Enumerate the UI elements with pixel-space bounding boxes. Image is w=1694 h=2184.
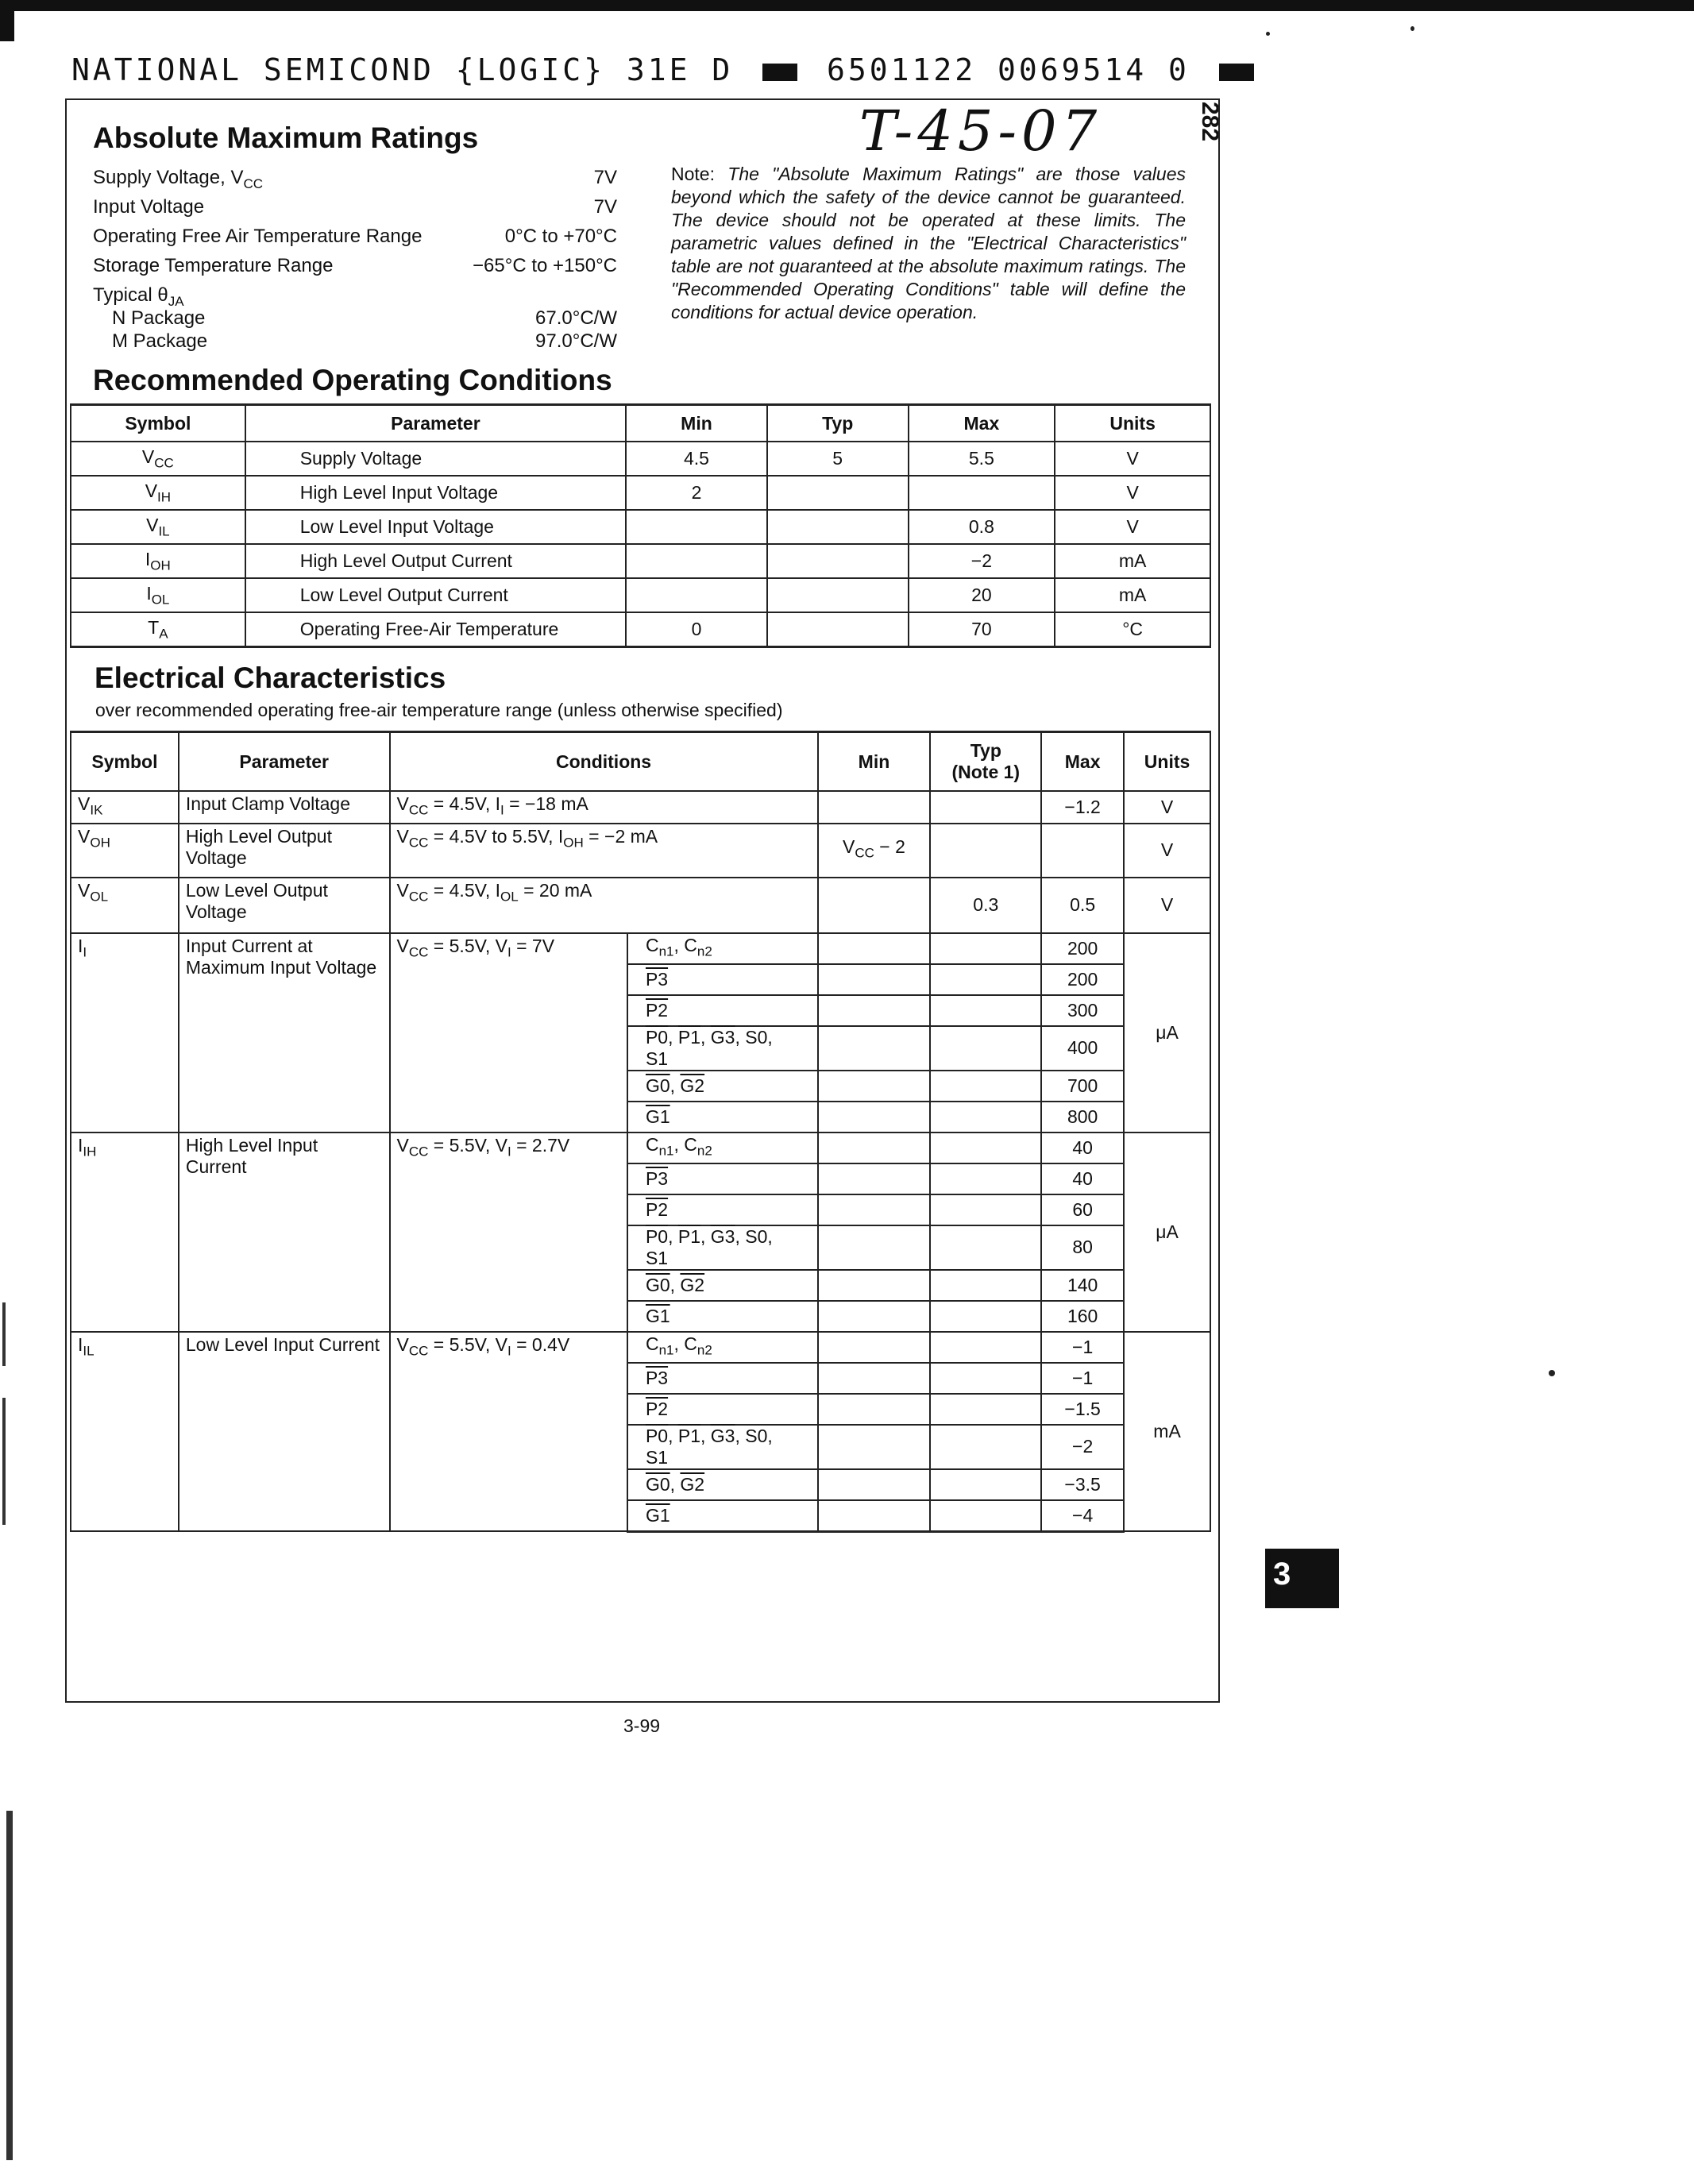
roc-table (70, 403, 1211, 648)
ec-max: −2 (1041, 1425, 1124, 1469)
ec-min (818, 1469, 931, 1500)
ec-units: μA (1124, 933, 1210, 1133)
ec-min: $V_{CC} - 2$ (818, 824, 931, 878)
ec-max: −4 (1041, 1500, 1124, 1532)
ec-typ (930, 1363, 1041, 1394)
ec-header: Parameter (179, 732, 390, 792)
roc-units: °C (1055, 612, 1210, 647)
ec-min (818, 1194, 931, 1225)
ec-max (1041, 824, 1124, 878)
ec-conditions: $V_{CC} = 5.5V$, $V_I = 7V$ (390, 933, 627, 1133)
roc-units: mA (1055, 544, 1210, 578)
scan-edge-mark (2, 1398, 6, 1525)
roc-param: Low Level Output Current (245, 578, 626, 612)
ec-symbol: $V_{OH}$ (71, 824, 179, 878)
roc-title: Recommended Operating Conditions (93, 364, 612, 396)
pin-p3: P3 (627, 1163, 818, 1194)
scan-edge-mark (6, 1811, 13, 2160)
handwritten-note: T-45-07 (859, 98, 1102, 164)
ec-min (818, 1102, 931, 1133)
roc-max: −2 (909, 544, 1055, 578)
ec-max: −1.5 (1041, 1394, 1124, 1425)
ec-min (818, 878, 931, 933)
roc-header: Typ (767, 405, 909, 442)
ec-header-row (71, 732, 1210, 792)
header-block-mark (762, 64, 797, 81)
scan-top-border (0, 0, 1694, 11)
ec-min (818, 1425, 931, 1469)
ec-min (818, 1071, 931, 1102)
roc-header: Units (1055, 405, 1210, 442)
ec-max: 200 (1041, 933, 1124, 964)
ec-title: Electrical Characteristics (95, 662, 446, 694)
amr-label: Input Voltage (93, 196, 205, 218)
ec-typ (930, 1133, 1041, 1163)
page-number: 3-99 (623, 1715, 661, 1736)
roc-units: V (1055, 510, 1210, 544)
roc-typ: 5 (767, 442, 909, 476)
amr-row (93, 196, 617, 226)
ec-typ (930, 1425, 1041, 1469)
ec-param: Low Level Input Current (179, 1332, 390, 1532)
amr-label: M Package (112, 330, 208, 352)
amr-row (93, 330, 617, 353)
table-row (71, 578, 1210, 612)
ec-max: 140 (1041, 1270, 1124, 1301)
pin-p3: P3 (627, 1363, 818, 1394)
pin-cn: $C_{n1}$, $C_{n2}$ (627, 1133, 818, 1163)
ec-typ (930, 1026, 1041, 1071)
roc-param: Supply Voltage (245, 442, 626, 476)
table-row (71, 442, 1210, 476)
ec-typ (930, 1102, 1041, 1133)
amr-value: 7V (593, 167, 617, 188)
amr-value: 67.0°C/W (535, 307, 617, 329)
ec-typ (930, 995, 1041, 1026)
amr-value: −65°C to +150°C (473, 255, 617, 276)
amr-label: Storage Temperature Range (93, 255, 334, 276)
roc-header-row (71, 405, 1210, 442)
ec-min (818, 964, 931, 995)
pin-p2: P2 (627, 1194, 818, 1225)
table-row (71, 791, 1210, 824)
amr-row (93, 255, 617, 284)
ec-min (818, 1332, 931, 1363)
ec-conditions: $V_{CC} = 4.5V$, $I_I = -18$ mA (390, 791, 818, 824)
ec-typ (930, 1332, 1041, 1363)
pin-p2: P2 (627, 995, 818, 1026)
table-row (71, 824, 1210, 878)
pin-group-g: G0, G2 (627, 1469, 818, 1500)
ec-max: −1.2 (1041, 791, 1124, 824)
roc-min: 0 (626, 612, 767, 647)
ec-typ (930, 824, 1041, 878)
ec-conditions: $V_{CC} = 5.5V$, $V_I = 0.4V$ (390, 1332, 627, 1532)
ec-param: High Level Output Voltage (179, 824, 390, 878)
amr-row (93, 307, 617, 330)
ec-typ (930, 1500, 1041, 1532)
ec-typ (930, 1194, 1041, 1225)
document-header (71, 52, 1263, 87)
ec-max: 80 (1041, 1225, 1124, 1270)
header-text: NATIONAL SEMICOND {LOGIC} 31E D (71, 52, 734, 87)
roc-max: 0.8 (909, 510, 1055, 544)
ec-subtitle: over recommended operating free-air temperature range (unless otherwise specified) (95, 700, 783, 720)
ec-max: −1 (1041, 1363, 1124, 1394)
roc-max: 5.5 (909, 442, 1055, 476)
ec-max: −1 (1041, 1332, 1124, 1363)
ec-units: V (1124, 791, 1210, 824)
ec-min (818, 1394, 931, 1425)
roc-param: Low Level Input Voltage (245, 510, 626, 544)
ec-typ (930, 791, 1041, 824)
ec-conditions: $V_{CC} = 4.5V$, $I_{OL} = 20$ mA (390, 878, 818, 933)
ec-min (818, 1133, 931, 1163)
table-row (71, 476, 1210, 510)
ec-symbol: $I_{IH}$ (71, 1133, 179, 1332)
roc-symbol: $I_{OH}$ (71, 544, 245, 578)
amr-label: Operating Free Air Temperature Range (93, 226, 423, 247)
table-row (71, 1133, 1210, 1163)
scan-speck (1549, 1370, 1555, 1376)
amr-label: Supply Voltage, V (93, 167, 244, 188)
ec-symbol: $I_{IL}$ (71, 1332, 179, 1532)
scan-edge-mark (2, 1302, 6, 1366)
pin-p3: P3 (627, 964, 818, 995)
ec-max: 300 (1041, 995, 1124, 1026)
ec-typ (930, 1163, 1041, 1194)
table-row (71, 612, 1210, 647)
ec-typ (930, 1225, 1041, 1270)
roc-param: Operating Free-Air Temperature (245, 612, 626, 647)
roc-typ (767, 578, 909, 612)
ec-symbol: $V_{OL}$ (71, 878, 179, 933)
ec-param: Low Level Output Voltage (179, 878, 390, 933)
ec-conditions: $V_{CC} = 5.5V$, $V_I = 2.7V$ (390, 1133, 627, 1332)
header-code: 6501122 0069514 0 (827, 52, 1190, 87)
amr-label: Typical θ (93, 284, 168, 306)
ec-max: 400 (1041, 1026, 1124, 1071)
pin-g1: G1 (627, 1500, 818, 1532)
roc-typ (767, 612, 909, 647)
roc-symbol: $V_{IL}$ (71, 510, 245, 544)
ec-min (818, 1026, 931, 1071)
note-text: The "Absolute Maximum Ratings" are those values beyond which the safety of the device cannot be guaranteed. The device should not be operated at these limits. The parametric values defined in the "Electrical Characteristics" table are not guaranteed at the absolute maximum ratings. The "Recommended Operating Conditions" table will define the conditions for actual device operation. (671, 164, 1186, 322)
roc-max (909, 476, 1055, 510)
ec-min (818, 791, 931, 824)
pin-cn: $C_{n1}$, $C_{n2}$ (627, 933, 818, 964)
ec-units: μA (1124, 1133, 1210, 1332)
header-block-mark (1219, 64, 1254, 81)
table-row (71, 510, 1210, 544)
ec-typ (930, 964, 1041, 995)
ec-min (818, 933, 931, 964)
roc-symbol: $T_A$ (71, 612, 245, 647)
absolute-max-list (93, 167, 617, 353)
roc-header: Parameter (245, 405, 626, 442)
ec-units: V (1124, 878, 1210, 933)
note-lead: Note: (671, 164, 715, 184)
ec-units: mA (1124, 1332, 1210, 1532)
roc-header: Max (909, 405, 1055, 442)
ec-max: 200 (1041, 964, 1124, 995)
roc-min: 4.5 (626, 442, 767, 476)
pin-group-p: P0, P1, G3, S0, S1 (627, 1225, 818, 1270)
ec-max: −3.5 (1041, 1469, 1124, 1500)
roc-symbol: $V_{CC}$ (71, 442, 245, 476)
roc-max: 70 (909, 612, 1055, 647)
roc-symbol: $I_{OL}$ (71, 578, 245, 612)
roc-param: High Level Output Current (245, 544, 626, 578)
ec-typ (930, 1071, 1041, 1102)
roc-min (626, 510, 767, 544)
roc-min (626, 544, 767, 578)
table-row (71, 544, 1210, 578)
ec-min (818, 1270, 931, 1301)
ec-min (818, 1363, 931, 1394)
ec-conditions: $V_{CC} = 4.5V$ to 5.5V, $I_{OH} = -2$ mA (390, 824, 818, 878)
ec-min (818, 1225, 931, 1270)
ec-typ (930, 1270, 1041, 1301)
ec-header: Min (818, 732, 931, 792)
pin-p2: P2 (627, 1394, 818, 1425)
ec-header: Conditions (390, 732, 818, 792)
ec-typ (930, 1469, 1041, 1500)
amr-row (93, 284, 617, 307)
ec-min (818, 1163, 931, 1194)
ratings-note (671, 163, 1186, 324)
absolute-max-title: Absolute Maximum Ratings (93, 122, 479, 154)
roc-header: Symbol (71, 405, 245, 442)
pin-cn: $C_{n1}$, $C_{n2}$ (627, 1332, 818, 1363)
roc-units: V (1055, 476, 1210, 510)
roc-typ (767, 510, 909, 544)
ec-units: V (1124, 824, 1210, 878)
ec-param: Input Clamp Voltage (179, 791, 390, 824)
ec-header: Max (1041, 732, 1124, 792)
ec-max: 160 (1041, 1301, 1124, 1332)
roc-param: High Level Input Voltage (245, 476, 626, 510)
pin-g1: G1 (627, 1301, 818, 1332)
roc-max: 20 (909, 578, 1055, 612)
amr-value: 97.0°C/W (535, 330, 617, 352)
amr-value: 7V (593, 196, 617, 218)
ec-symbol: $V_{IK}$ (71, 791, 179, 824)
amr-row (93, 226, 617, 255)
ec-max: 700 (1041, 1071, 1124, 1102)
section-tab: 3 (1265, 1549, 1339, 1608)
ec-typ: 0.3 (930, 878, 1041, 933)
ec-min (818, 1500, 931, 1532)
roc-header: Min (626, 405, 767, 442)
ec-symbol: $I_I$ (71, 933, 179, 1133)
pin-group-p: P0, P1, G3, S0, S1 (627, 1425, 818, 1469)
ec-header: Units (1124, 732, 1210, 792)
roc-units: V (1055, 442, 1210, 476)
ec-typ (930, 1301, 1041, 1332)
amr-value: 0°C to +70°C (504, 226, 617, 247)
pin-group-g: G0, G2 (627, 1071, 818, 1102)
ec-max: 60 (1041, 1194, 1124, 1225)
ec-header: Symbol (71, 732, 179, 792)
scan-speck (1266, 32, 1270, 36)
ec-param: High Level Input Current (179, 1133, 390, 1332)
table-row (71, 933, 1210, 964)
pin-group-g: G0, G2 (627, 1270, 818, 1301)
amr-label-sub: CC (243, 176, 264, 191)
ec-max: 800 (1041, 1102, 1124, 1133)
roc-min: 2 (626, 476, 767, 510)
roc-typ (767, 476, 909, 510)
ec-typ (930, 933, 1041, 964)
pin-g1: G1 (627, 1102, 818, 1133)
ec-header: Typ (Note 1) (930, 732, 1041, 792)
ec-table (70, 731, 1211, 1533)
scan-speck (1410, 26, 1414, 31)
amr-label-sub: JA (168, 293, 184, 309)
roc-units: mA (1055, 578, 1210, 612)
amr-row (93, 167, 617, 196)
side-number: 282 (1197, 102, 1223, 142)
table-row (71, 878, 1210, 933)
amr-label: N Package (112, 307, 206, 329)
ec-min (818, 995, 931, 1026)
table-row (71, 1332, 1210, 1363)
roc-symbol: $V_{IH}$ (71, 476, 245, 510)
ec-max: 40 (1041, 1163, 1124, 1194)
roc-min (626, 578, 767, 612)
roc-typ (767, 544, 909, 578)
ec-typ (930, 1394, 1041, 1425)
scan-left-mark (0, 11, 14, 41)
ec-max: 40 (1041, 1133, 1124, 1163)
ec-max: 0.5 (1041, 878, 1124, 933)
ec-min (818, 1301, 931, 1332)
pin-group-p: P0, P1, G3, S0, S1 (627, 1026, 818, 1071)
ec-param: Input Current at Maximum Input Voltage (179, 933, 390, 1133)
